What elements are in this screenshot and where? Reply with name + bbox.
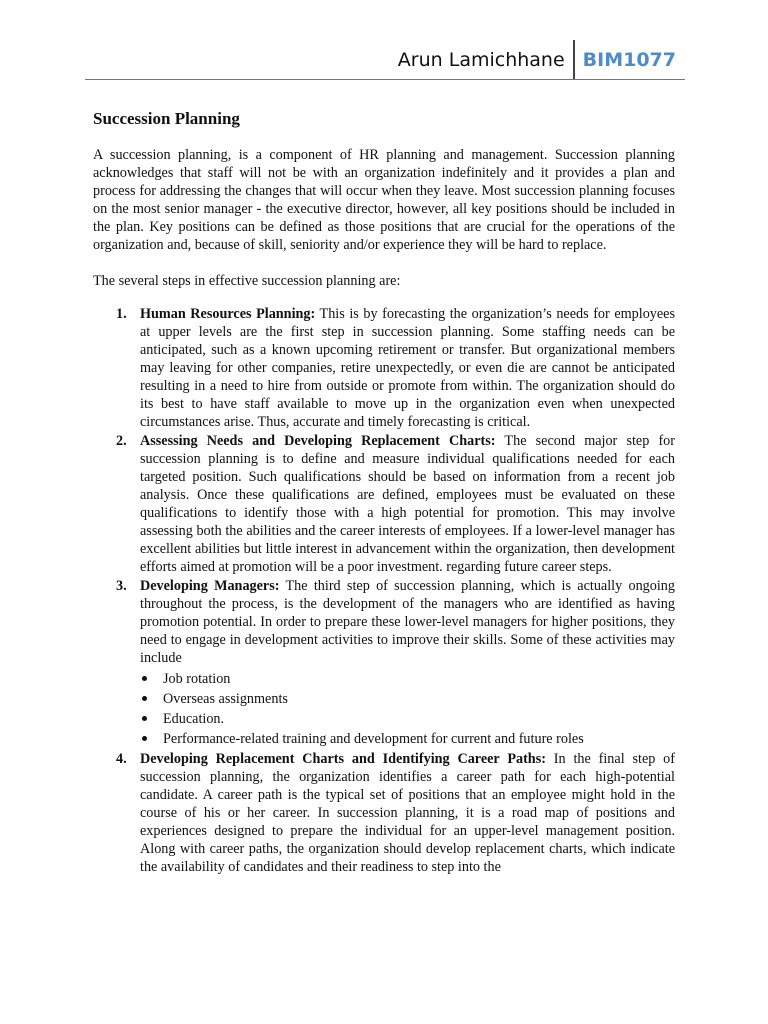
header-rule: [85, 79, 685, 80]
list-item: Overseas assignments: [140, 689, 675, 709]
step-text: The second major step for succession planning is to define and measure individual qualifications needed for each targeted position. Such qualifications should be based on information from a recent job analysis. Once these qualifications are defined, employees must be evaluated on these qualifications to identify those with a high potential for promotion. This may involve assessing both the abilities and the career interests of employees. If a lower-level manager has excellent abilities but little interest in advancement within the organization, then development efforts aimed at promotion will be a poor investment. regarding future career steps.: [140, 433, 675, 575]
step-heading: Human Resources Planning:: [140, 306, 316, 322]
page-header: [398, 40, 676, 80]
course-code: BIM1077: [582, 49, 676, 71]
step-item: [93, 577, 675, 749]
bullet-icon: [142, 676, 147, 681]
step-number: 1.: [116, 306, 127, 322]
list-item: Job rotation: [140, 669, 675, 689]
step-item: [93, 305, 675, 431]
document-body: [93, 110, 675, 877]
bullet-icon: [142, 716, 147, 721]
steps-intro: The several steps in effective succession planning are:: [93, 273, 401, 289]
document-title: Succession Planning: [93, 109, 240, 128]
step-item: [93, 432, 675, 576]
list-item: Performance-related training and development for current and future roles: [140, 729, 675, 749]
intro-paragraph: A succession planning, is a component of HR planning and management. Succession planning acknowledges that staff will not be with an organization indefinitely and it provides a plan and process for addressing the changes that will occur when they leave. Most succession planning focuses on the most senior manager - the executive director, however, all key positions should be included in the plan. Key positions can be defined as those positions that are crucial for the operations of the organization and, because of skill, seniority and/or experience they will be hard to replace.: [93, 147, 675, 253]
list-item: Education.: [140, 709, 675, 729]
bullet-icon: [142, 736, 147, 741]
step-heading: Developing Replacement Charts and Identifying Career Paths:: [140, 751, 546, 767]
step-item: [93, 750, 675, 876]
step-number: 3.: [116, 578, 127, 594]
bullet-icon: [142, 696, 147, 701]
author-name: Arun Lamichhane: [397, 49, 565, 71]
step-heading: Assessing Needs and Developing Replacement Charts:: [140, 433, 496, 449]
step-number: 4.: [116, 751, 127, 767]
step-text: This is by forecasting the organization’s needs for employees at upper levels are the first step in succession planning. Some staffing needs can be anticipated, such as a known upcoming retirement or transfer. But organizational members may leaving for other companies, retire unexpectedly, or even die are cannot be anticipated resulting in a need to hire from outside or promote from within. The organization should do its best to have staff available to move up in the organization even when unexpected circumstances arise. Thus, accurate and timely forecasting is critical.: [140, 306, 675, 430]
activity-bullets: [140, 669, 675, 749]
step-text: In the final step of succession planning, the organization identifies a career path for each high-potential candidate. A career path is the typical set of positions that an employee might hold in the course of his or her career. In succession planning, it is a road map of positions and experiences designed to prepare the individual for an upper-level management position. Along with career paths, the organization should develop replacement charts, which indicate the availability of candidates and their readiness to step into the: [140, 751, 676, 875]
step-text: The third step of succession planning, which is actually ongoing throughout the process, is the development of the managers who are identified as having promotion potential. In order to prepare these lower-level managers for higher positions, they need to engage in development activities to improve their skills. Some of these activities may include: [140, 578, 675, 666]
steps-list: [93, 305, 675, 876]
step-heading: Developing Managers:: [140, 578, 280, 594]
step-number: 2.: [116, 433, 127, 449]
